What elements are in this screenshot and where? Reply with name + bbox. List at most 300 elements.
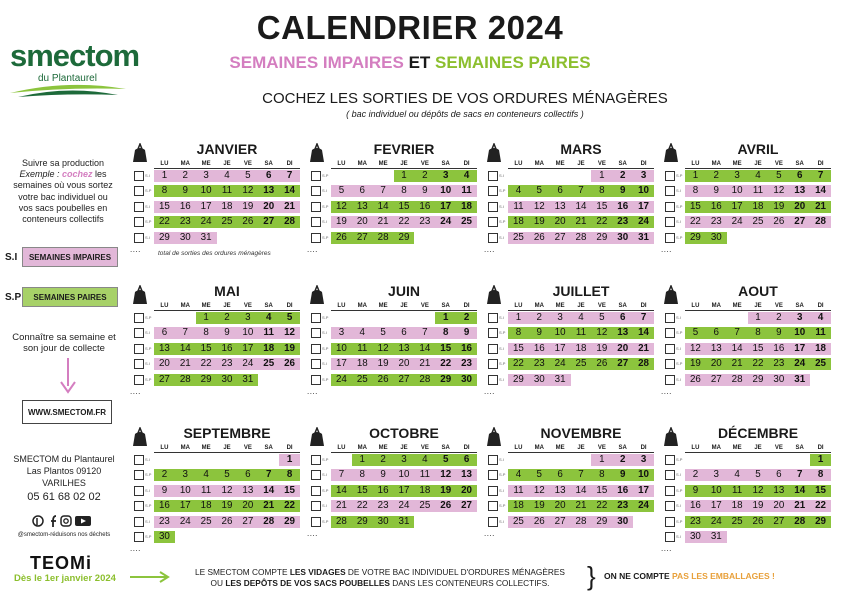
day-cell: 6 (161, 327, 168, 339)
youtube-icon[interactable] (75, 515, 91, 527)
week-checkbox[interactable] (311, 470, 321, 480)
weekday-label: VE (774, 303, 783, 309)
weekday-label: JE (400, 445, 408, 451)
week-row (484, 484, 654, 498)
day-cell: 7 (338, 469, 345, 481)
week-row (307, 484, 477, 498)
day-cell: 22 (512, 358, 524, 370)
day-cell: 16 (179, 200, 191, 212)
day-cell: 26 (533, 231, 545, 243)
day-cell: 12 (752, 484, 764, 496)
total-note: total de sorties des ordures ménagères (158, 250, 271, 257)
week-row (307, 357, 477, 371)
logo-wordmark: smectom (10, 38, 140, 73)
day-cell: 12 (533, 200, 545, 212)
week-tag: S.I (676, 472, 681, 478)
weekday-header (685, 303, 831, 311)
day-cell: 31 (242, 373, 254, 385)
week-checkbox[interactable] (311, 517, 321, 527)
week-days (685, 327, 831, 339)
week-tag: S.P (145, 376, 152, 382)
day-cell: 29 (284, 515, 296, 527)
week-checkbox[interactable] (311, 328, 321, 338)
week-checkbox[interactable] (311, 375, 321, 385)
week-checkbox[interactable] (311, 501, 321, 511)
footer-l1b: LES VIDAGES (289, 567, 346, 577)
day-cell: 5 (536, 185, 542, 197)
week-checkbox[interactable] (665, 532, 675, 542)
week-tag: S.P (676, 330, 683, 336)
day-cell: 9 (619, 469, 626, 481)
trash-bag-icon (309, 143, 325, 163)
week-checkbox[interactable] (665, 470, 675, 480)
day-cell: 6 (796, 170, 803, 181)
week-checkbox[interactable] (665, 375, 675, 385)
week-checkbox[interactable] (665, 186, 675, 196)
weekday-label: VE (597, 303, 606, 309)
subtitle-pair: SEMAINES PAIRES (435, 53, 591, 72)
day-cell: 15 (284, 484, 296, 496)
org-address: Las Plantos 09120 VARILHES (26, 466, 102, 488)
weekday-label: JE (223, 303, 231, 309)
day-cell: 23 (533, 358, 545, 370)
week-row (130, 231, 300, 245)
week-row (307, 453, 477, 467)
weekday-label: MA (180, 445, 190, 451)
day-cell: 30 (617, 515, 629, 527)
day-cell: 20 (398, 358, 410, 370)
month-name: FEVRIER (373, 141, 435, 157)
week-checkbox[interactable] (665, 313, 675, 323)
trash-bag-icon (486, 285, 502, 305)
week-tag: S.P (676, 173, 683, 178)
weekday-label: LU (337, 303, 346, 309)
day-cell: 8 (286, 469, 293, 481)
week-days (508, 469, 654, 481)
week-checkbox[interactable] (665, 501, 675, 511)
week-checkbox[interactable] (488, 455, 498, 465)
day-cell: 25 (575, 358, 587, 370)
week-row (484, 515, 654, 529)
day-cell: 26 (533, 515, 545, 527)
day-cell: 6 (557, 469, 563, 481)
weekday-label: JE (223, 445, 231, 451)
week-row (130, 484, 300, 498)
day-cell: 15 (596, 484, 608, 496)
footer-right (604, 571, 775, 581)
day-cell: 19 (533, 216, 545, 228)
week-checkbox[interactable] (134, 375, 144, 385)
week-checkbox[interactable] (488, 217, 498, 227)
weekday-header (154, 303, 300, 311)
help-highlight: cochez (62, 169, 93, 180)
week-row (130, 169, 300, 183)
total-dots: .... (130, 387, 141, 396)
week-tag: S.P (676, 203, 683, 209)
month-name: JUIN (388, 283, 420, 299)
week-checkbox[interactable] (488, 470, 498, 480)
day-cell: 4 (422, 454, 428, 465)
facebook-icon[interactable] (47, 515, 57, 527)
day-cell: 18 (752, 200, 764, 212)
day-cell: 14 (731, 342, 743, 354)
day-cell: 24 (731, 216, 743, 228)
total-dots: .... (484, 529, 495, 538)
day-cell: 5 (599, 312, 605, 323)
day-cell: 24 (440, 216, 452, 228)
week-days (154, 516, 300, 528)
day-cell: 15 (512, 342, 524, 354)
day-cell: 28 (335, 515, 347, 527)
week-days (685, 469, 831, 481)
weekday-label: VE (774, 445, 783, 451)
week-checkbox[interactable] (311, 344, 321, 354)
day-cell: 25 (461, 216, 473, 228)
week-checkbox[interactable] (134, 186, 144, 196)
weekday-label: ME (555, 161, 565, 167)
day-cell: 15 (815, 484, 827, 496)
day-cell: 27 (356, 231, 368, 243)
week-tag: S.P (676, 234, 683, 240)
week-checkbox[interactable] (488, 328, 498, 338)
week-checkbox[interactable] (134, 486, 144, 496)
day-cell: 2 (713, 170, 719, 181)
day-cell: 21 (794, 500, 806, 512)
week-tag: S.P (676, 457, 683, 462)
day-cell: 16 (377, 484, 389, 496)
week-days (154, 232, 300, 244)
website-link[interactable]: WWW.SMECTOM.FR (22, 400, 112, 424)
day-cell: 6 (359, 185, 365, 197)
help-text (10, 158, 116, 225)
day-cell: 24 (242, 358, 254, 370)
total-dots: .... (484, 387, 495, 396)
week-checkbox[interactable] (488, 171, 498, 181)
day-cell: 15 (398, 200, 410, 212)
week-checkbox[interactable] (311, 186, 321, 196)
day-cell: 26 (335, 231, 347, 243)
day-cell: 15 (200, 342, 212, 354)
day-cell: 11 (263, 327, 274, 339)
week-days (331, 485, 477, 497)
week-checkbox[interactable] (134, 470, 144, 480)
day-cell: 31 (638, 231, 650, 243)
week-days (508, 454, 654, 466)
week-checkbox[interactable] (665, 344, 675, 354)
week-checkbox[interactable] (488, 233, 498, 243)
day-cell: 31 (794, 373, 806, 385)
day-cell: 10 (335, 342, 347, 354)
week-checkbox[interactable] (311, 233, 321, 243)
day-cell: 24 (398, 500, 410, 512)
week-days (154, 170, 300, 182)
week-row (661, 484, 831, 498)
week-days (154, 469, 300, 481)
day-cell: 16 (419, 200, 431, 212)
day-cell: 29 (815, 515, 827, 527)
week-days (508, 327, 654, 339)
day-cell: 18 (356, 358, 368, 370)
week-checkbox[interactable] (488, 486, 498, 496)
day-cell: 16 (533, 342, 545, 354)
week-tag: S.P (499, 330, 506, 336)
day-cell: 12 (335, 200, 347, 212)
week-row (130, 184, 300, 198)
day-cell: 5 (224, 469, 230, 481)
week-checkbox[interactable] (134, 171, 144, 181)
month-name: MARS (560, 141, 602, 157)
week-days (508, 343, 654, 355)
week-checkbox[interactable] (665, 486, 675, 496)
day-cell: 23 (617, 216, 629, 228)
week-checkbox[interactable] (311, 171, 321, 181)
day-cell: 5 (442, 454, 449, 465)
day-cell: 16 (158, 500, 170, 512)
day-cell: 6 (265, 170, 272, 181)
day-cell: 25 (512, 231, 524, 243)
day-cell: 26 (689, 373, 701, 385)
week-days (154, 485, 300, 497)
weekday-header (508, 445, 654, 453)
week-row (661, 326, 831, 340)
week-checkbox[interactable] (488, 344, 498, 354)
day-cell: 9 (776, 327, 782, 339)
day-cell: 11 (461, 185, 472, 197)
day-cell: 2 (536, 312, 542, 323)
day-cell: 9 (422, 185, 428, 197)
day-cell: 30 (710, 231, 722, 243)
week-tag: S.I (499, 203, 504, 209)
footer-l2a: OU (210, 578, 226, 588)
week-row (484, 231, 654, 245)
day-cell: 10 (200, 185, 212, 197)
day-cell: 22 (158, 216, 170, 228)
day-cell: 5 (380, 327, 386, 339)
day-cell: 2 (422, 170, 428, 181)
week-checkbox[interactable] (134, 328, 144, 338)
week-checkbox[interactable] (665, 217, 675, 227)
day-cell: 19 (773, 200, 785, 212)
trash-bag-icon (486, 143, 502, 163)
weekday-label: DI (640, 445, 647, 451)
week-checkbox[interactable] (665, 233, 675, 243)
day-cell: 23 (221, 358, 233, 370)
day-cell: 2 (380, 454, 386, 465)
day-cell: 31 (398, 515, 410, 527)
instagram-icon[interactable] (60, 515, 72, 527)
week-tag: S.I (676, 315, 681, 320)
day-cell: 19 (335, 216, 347, 228)
day-cell: 13 (263, 185, 275, 197)
week-days (508, 374, 654, 386)
week-row (661, 373, 831, 387)
page-title: CALENDRIER 2024 (256, 9, 564, 46)
day-cell: 23 (689, 515, 701, 527)
day-cell: 27 (554, 515, 566, 527)
day-cell: 2 (224, 312, 230, 323)
weekday-label: LU (691, 445, 700, 451)
day-cell: 16 (689, 500, 701, 512)
day-cell: 20 (773, 500, 785, 512)
trash-bag-icon (663, 285, 679, 305)
day-cell: 24 (554, 358, 566, 370)
week-days (508, 232, 654, 244)
week-days (685, 531, 831, 543)
weekday-label: VE (420, 445, 429, 451)
month-name: NOVEMBRE (540, 425, 622, 441)
week-checkbox[interactable] (134, 313, 144, 323)
week-checkbox[interactable] (488, 202, 498, 212)
day-cell: 9 (182, 185, 188, 197)
week-tag: S.P (145, 503, 152, 509)
day-cell: 18 (419, 484, 431, 496)
week-tag: S.I (322, 472, 327, 478)
week-checkbox[interactable] (134, 217, 144, 227)
logo-subtitle: du Plantaurel (38, 73, 97, 84)
weekday-label: MA (180, 161, 190, 167)
day-cell: 13 (461, 469, 473, 481)
day-cell: 19 (689, 358, 701, 370)
week-checkbox[interactable] (134, 202, 144, 212)
week-tag: S.P (322, 518, 329, 524)
teom-date: Dès le 1er janvier 2024 (14, 573, 116, 584)
tagline: @smectom-réduisons nos déchets (17, 532, 111, 538)
day-cell: 3 (713, 469, 719, 481)
day-cell: 7 (640, 312, 647, 323)
week-days (685, 232, 831, 244)
day-cell: 1 (442, 312, 449, 323)
week-row (130, 468, 300, 482)
week-checkbox[interactable] (665, 202, 675, 212)
week-checkbox[interactable] (665, 359, 675, 369)
week-checkbox[interactable] (665, 171, 675, 181)
week-checkbox[interactable] (134, 517, 144, 527)
week-row (484, 169, 654, 183)
day-cell: 22 (596, 216, 608, 228)
week-checkbox[interactable] (311, 202, 321, 212)
week-checkbox[interactable] (134, 501, 144, 511)
weekday-label: DI (463, 161, 470, 167)
day-cell: 25 (221, 216, 233, 228)
day-cell: 1 (515, 312, 522, 323)
week-tag: S.I (499, 518, 504, 524)
day-cell: 1 (599, 170, 605, 181)
weekday-label: LU (160, 445, 169, 451)
day-cell: 28 (731, 373, 743, 385)
week-checkbox[interactable] (311, 486, 321, 496)
total-dots: .... (661, 544, 672, 554)
week-row (307, 468, 477, 482)
week-days (508, 201, 654, 213)
week-row (484, 184, 654, 198)
week-checkbox[interactable] (488, 313, 498, 323)
day-cell: 25 (200, 515, 212, 527)
day-cell: 7 (734, 327, 740, 339)
month-name: SEPTEMBRE (183, 425, 271, 441)
week-checkbox[interactable] (134, 359, 144, 369)
day-cell: 16 (710, 200, 722, 212)
day-cell: 20 (158, 358, 170, 370)
day-cell: 25 (263, 358, 275, 370)
day-cell: 3 (640, 170, 647, 181)
week-checkbox[interactable] (488, 517, 498, 527)
week-row (484, 215, 654, 229)
week-tag: S.I (676, 345, 681, 351)
week-checkbox[interactable] (134, 344, 144, 354)
week-row (130, 453, 300, 467)
week-days (154, 343, 300, 355)
week-tag: S.P (145, 315, 152, 320)
week-checkbox[interactable] (311, 217, 321, 227)
week-row (484, 326, 654, 340)
day-cell: 8 (599, 469, 605, 481)
week-checkbox[interactable] (134, 233, 144, 243)
week-checkbox[interactable] (134, 455, 144, 465)
day-cell: 27 (398, 373, 410, 385)
day-cell: 7 (817, 170, 824, 181)
day-cell: 29 (158, 231, 170, 243)
week-checkbox[interactable] (488, 501, 498, 511)
week-tag: S.I (499, 457, 504, 462)
week-row (484, 373, 654, 387)
weekday-label: DI (817, 445, 824, 451)
pinterest-icon[interactable] (32, 515, 44, 527)
week-checkbox[interactable] (311, 359, 321, 369)
weekday-label: DI (640, 303, 647, 309)
day-cell: 1 (203, 312, 209, 323)
week-checkbox[interactable] (134, 532, 144, 542)
month-name: JUILLET (552, 283, 610, 299)
week-checkbox[interactable] (311, 313, 321, 323)
week-checkbox[interactable] (311, 455, 321, 465)
total-dots: .... (661, 245, 672, 254)
week-checkbox[interactable] (488, 359, 498, 369)
day-cell: 10 (710, 484, 722, 496)
day-cell: 17 (440, 200, 452, 212)
week-tag: S.I (676, 188, 681, 194)
day-cell: 28 (377, 231, 389, 243)
day-cell: 20 (263, 200, 275, 212)
day-cell: 5 (245, 170, 251, 181)
day-cell: 29 (398, 231, 410, 243)
help-pre: Exemple : (19, 169, 62, 180)
org-phone: 05 61 68 02 02 (27, 491, 101, 503)
arrow-down-icon (60, 358, 76, 394)
weekday-header (154, 161, 300, 169)
day-cell: 18 (200, 500, 212, 512)
day-cell: 6 (245, 469, 251, 481)
weekday-label: LU (514, 161, 523, 167)
weekday-header (331, 303, 477, 311)
weekday-label: SA (264, 161, 273, 167)
week-tag: S.I (676, 376, 681, 382)
week-checkbox[interactable] (665, 517, 675, 527)
day-cell: 26 (752, 515, 764, 527)
weekday-label: JE (577, 303, 585, 309)
day-cell: 4 (203, 469, 209, 481)
week-checkbox[interactable] (488, 186, 498, 196)
week-checkbox[interactable] (665, 455, 675, 465)
day-cell: 23 (617, 500, 629, 512)
day-cell: 11 (513, 484, 524, 496)
day-cell: 26 (242, 216, 254, 228)
week-checkbox[interactable] (488, 375, 498, 385)
week-tag: S.P (676, 361, 683, 367)
week-checkbox[interactable] (665, 328, 675, 338)
weekday-label: SA (795, 161, 804, 167)
weekday-label: MA (711, 161, 721, 167)
week-row (130, 311, 300, 325)
